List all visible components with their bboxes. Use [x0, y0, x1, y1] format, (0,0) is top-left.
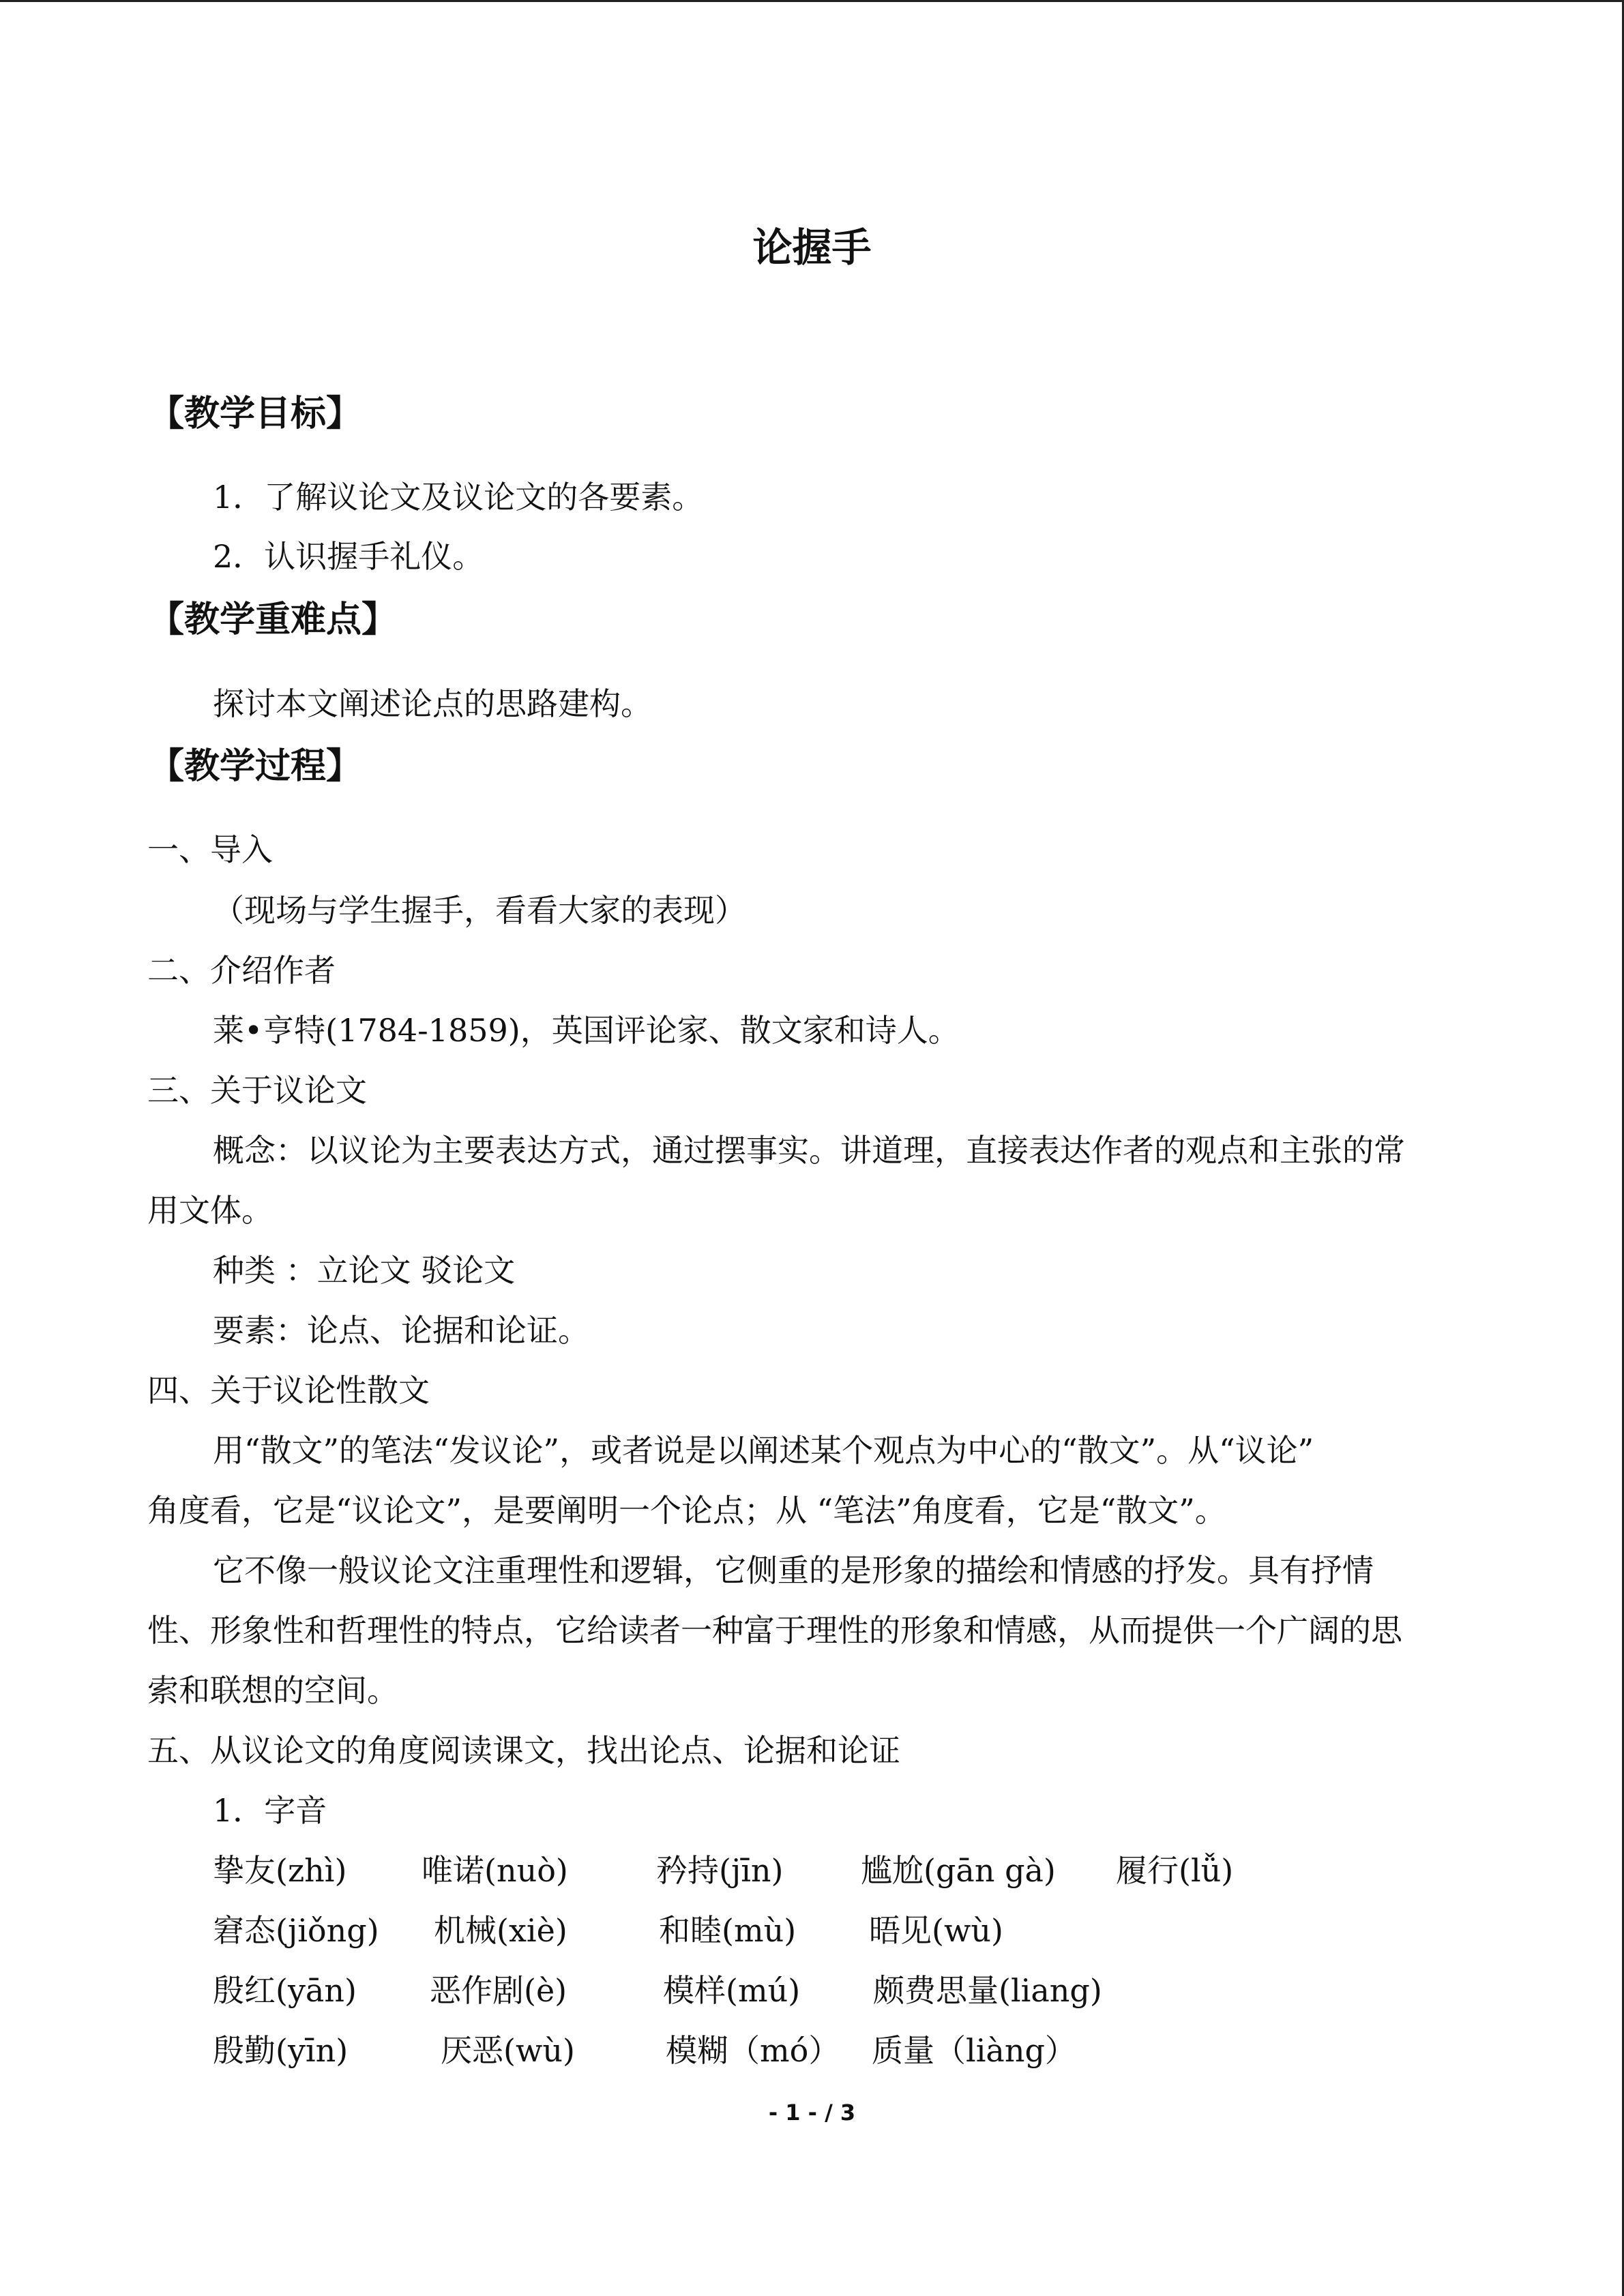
section-2-text: 莱•亨特(1784-1859)，英国评论家、散文家和诗人。 [213, 1012, 960, 1049]
section-5-sub-pronunciation: 1．字音 [213, 1792, 327, 1829]
section-3-heading: 三、关于议论文 [147, 1072, 367, 1109]
vocab-item: 尴尬(gān gà) [861, 1852, 1056, 1889]
section-3-types: 种类 ：立论文 驳论文 [213, 1252, 516, 1289]
page-number: - 1 - / 3 [768, 2100, 856, 2126]
section-1-heading: 一、导入 [147, 831, 273, 868]
heading-teaching-process: 【教学过程】 [149, 745, 362, 787]
section-4-para1-line1: 用“散文”的笔法“发议论”，或者说是以阐述某个观点为中心的“散文”。从“议论” [213, 1432, 1314, 1469]
vocab-item: 履行(lǚ) [1116, 1852, 1234, 1889]
vocab-item: 模样(mú) [663, 1972, 801, 2009]
section-4-para2-line3: 索和联想的空间。 [147, 1672, 398, 1709]
vocab-item: 晤见(wù) [869, 1912, 1003, 1949]
heading-key-points: 【教学重难点】 [149, 599, 398, 640]
vocab-item: 颇费思量(liang) [873, 1972, 1102, 2009]
vocab-item: 殷红(yān) [213, 1972, 357, 2009]
vocab-item: 和睦(mù) [659, 1912, 797, 1949]
goal-item-2: 2．认识握手礼仪。 [213, 538, 484, 575]
vocab-item: 唯诺(nuò) [422, 1852, 568, 1889]
section-1-text: （现场与学生握手，看看大家的表现） [213, 892, 746, 929]
vocab-item: 窘态(jiǒng) [213, 1912, 379, 1949]
vocab-item: 模糊（mó） [666, 2032, 840, 2069]
key-point-text: 探讨本文阐述论点的思路建构。 [213, 685, 652, 722]
heading-teaching-goals: 【教学目标】 [149, 393, 362, 434]
section-3-elements: 要素：论点、论据和论证。 [213, 1312, 589, 1349]
section-2-heading: 二、介绍作者 [147, 952, 336, 989]
vocab-item: 厌恶(wù) [441, 2032, 575, 2069]
section-3-concept-line2: 用文体。 [147, 1192, 273, 1229]
goal-item-1: 1．了解议论文及议论文的各要素。 [213, 479, 704, 516]
section-4-para2-line1: 它不像一般议论文注重理性和逻辑，它侧重的是形象的描绘和情感的抒发。具有抒情 [213, 1552, 1374, 1589]
section-5-heading: 五、从议论文的角度阅读课文，找出论点、论据和论证 [147, 1732, 900, 1769]
vocab-item: 机械(xiè) [434, 1912, 567, 1949]
section-4-heading: 四、关于议论性散文 [147, 1372, 430, 1409]
page-title: 论握手 [752, 224, 872, 271]
section-4-para1-line2: 角度看，它是“议论文”，是要阐明一个论点；从 “笔法”角度看，它是“散文”。 [147, 1492, 1226, 1529]
vocab-item: 恶作剧(è) [430, 1972, 567, 2009]
vocab-item: 挚友(zhì) [213, 1852, 347, 1889]
vocab-item: 殷勤(yīn) [213, 2032, 349, 2069]
vocab-item: 质量（liàng） [872, 2032, 1076, 2069]
section-3-concept-line1: 概念：以议论为主要表达方式，通过摆事实。讲道理，直接表达作者的观点和主张的常 [213, 1132, 1405, 1169]
vocab-item: 矜持(jīn) [656, 1852, 784, 1889]
section-4-para2-line2: 性、形象性和哲理性的特点，它给读者一种富于理性的形象和情感，从而提供一个广阔的思 [147, 1612, 1402, 1649]
